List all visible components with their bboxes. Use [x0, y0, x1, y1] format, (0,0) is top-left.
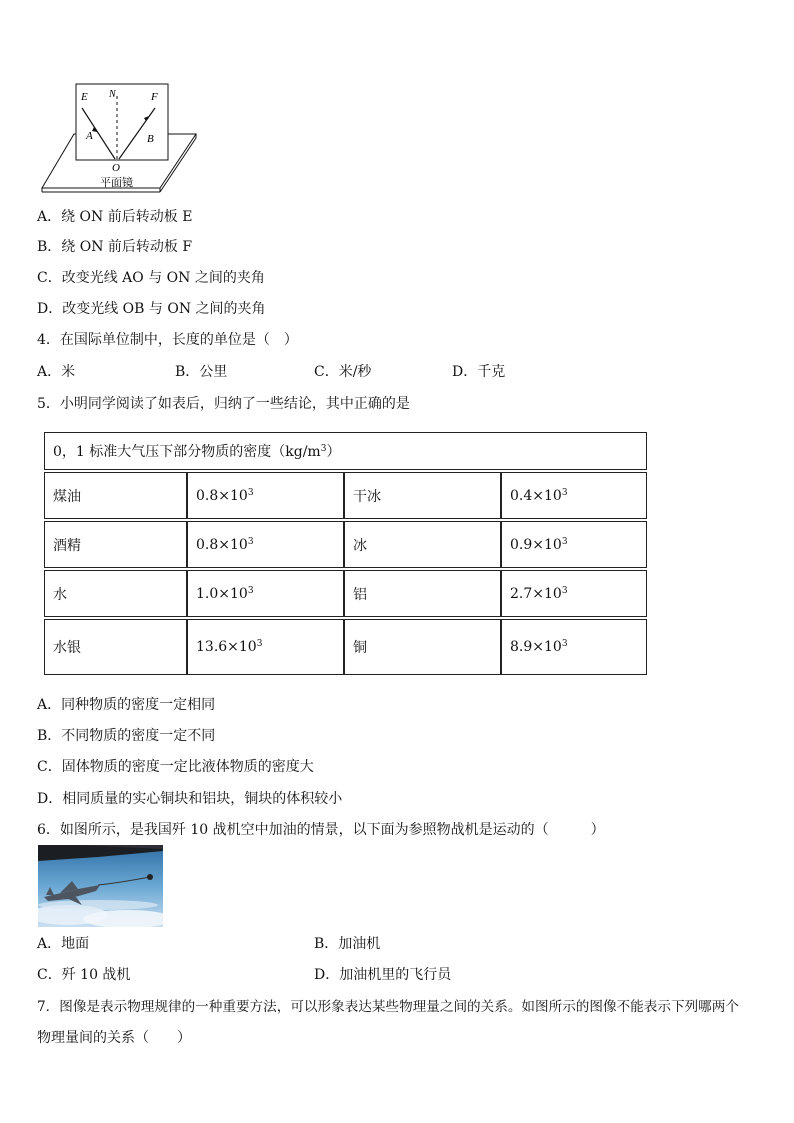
- q6-option-c: C．歼 10 战机: [37, 967, 131, 983]
- density-cell: $2.7\times 10^3$: [501, 570, 647, 617]
- substance-cell: 干冰: [344, 472, 501, 519]
- label-n: N: [109, 89, 116, 100]
- q7-stem-line1: 7．图像是表示物理规律的一种重要方法，可以形象表达某些物理量之间的关系。如图所示的图像不能表示下列哪两个: [37, 999, 739, 1015]
- table-caption: 0，1 标准大气压下部分物质的密度$(kg/m^3)$: [44, 432, 647, 470]
- label-f: F: [151, 91, 158, 103]
- q5-stem: 5．小明同学阅读了如表后，归纳了一些结论，其中正确的是: [37, 396, 410, 412]
- density-cell: $0.8\times 10^3$: [187, 521, 344, 568]
- substance-cell: 煤油: [44, 472, 187, 519]
- q6-option-a: A．地面: [37, 936, 90, 952]
- label-a: A: [86, 130, 93, 142]
- density-cell: $0.4\times 10^3$: [501, 472, 647, 519]
- density-cell: $13.6\times 10^3$: [187, 619, 344, 675]
- table-row: [44, 619, 647, 675]
- q4-option-c: C．米/秒: [314, 364, 372, 380]
- density-cell: $1.0\times 10^3$: [187, 570, 344, 617]
- substance-cell: 铜: [344, 619, 501, 675]
- density-table: [44, 430, 647, 677]
- q7-stem-line2: 物理量间的关系（ ）: [37, 1030, 191, 1046]
- q5-option-c: C．固体物质的密度一定比液体物质的密度大: [37, 759, 314, 775]
- q3-option-a: A．绕 ON 前后转动板 E: [37, 209, 193, 225]
- q3-option-c: C．改变光线 AO 与 ON 之间的夹角: [37, 270, 265, 286]
- q6-option-d: D．加油机里的飞行员: [314, 967, 452, 983]
- q5-option-a: A．同种物质的密度一定相同: [37, 697, 216, 713]
- q5-option-d: D．相同质量的实心铜块和铝块，铜块的体积较小: [37, 791, 343, 807]
- substance-cell: 铝: [344, 570, 501, 617]
- table-row: [44, 570, 647, 617]
- q4-option-a: A．米: [37, 364, 76, 380]
- q6-option-b: B．加油机: [314, 936, 381, 952]
- density-cell: $0.9\times 10^3$: [501, 521, 647, 568]
- mirror-caption: 平面镜: [100, 176, 133, 189]
- q3-option-b: B．绕 ON 前后转动板 F: [37, 239, 193, 255]
- q4-option-b: B．公里: [175, 364, 228, 380]
- substance-cell: 酒精: [44, 521, 187, 568]
- q4-stem: 4．在国际单位制中，长度的单位是（ ）: [37, 332, 298, 348]
- substance-cell: 冰: [344, 521, 501, 568]
- substance-cell: 水银: [44, 619, 187, 675]
- q5-option-b: B．不同物质的密度一定不同: [37, 728, 216, 744]
- q6-stem: 6．如图所示，是我国歼 10 战机空中加油的情景，以下面为参照物战机是运动的（ ）: [37, 822, 605, 838]
- label-e: E: [81, 91, 88, 103]
- label-o: O: [112, 162, 120, 174]
- density-cell: $0.8\times 10^3$: [187, 472, 344, 519]
- table-row: [44, 521, 647, 568]
- table-row: [44, 472, 647, 519]
- substance-cell: 水: [44, 570, 187, 617]
- q4-option-d: D．千克: [452, 364, 506, 380]
- refueling-photo: [38, 845, 163, 927]
- label-b: B: [147, 133, 154, 145]
- q3-option-d: D．改变光线 OB 与 ON 之间的夹角: [37, 301, 266, 317]
- density-cell: $8.9\times 10^3$: [501, 619, 647, 675]
- mirror-figure: [38, 80, 202, 195]
